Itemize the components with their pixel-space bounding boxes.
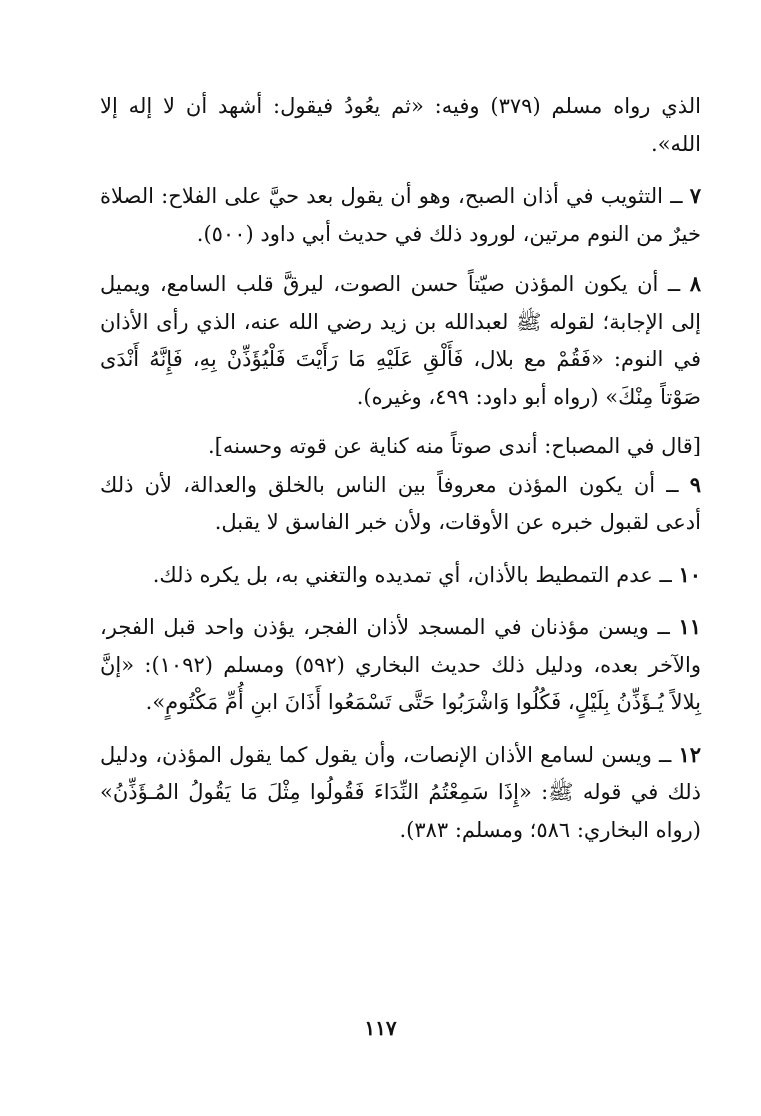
paragraph-text: ــ أن يكون المؤذن معروفاً بين الناس بالخلق والعدالة، لأن ذلك أدعى لقبول خبره عن الأوقات، ولأن خبر الفاسق لا يقبل. (100, 472, 701, 534)
paragraph-text: ــ أن يكون المؤذن صيّتاً حسن الصوت، ليرقَّ قلب السامع، ويميل إلى الإجابة؛ لقوله ﷺ لعبدالله بن زيد رضي الله عنه، الذي رأى الأذان في النوم: «فَقُمْ مع بلال، فَأَلْقِ عَلَيْهِ مَا رَأَيْتَ فَلْيُؤَذِّنْ بِهِ، فَإِنَّهُ أَنْدَى صَوْتاً مِنْكَ» (رواه أبو داود: ٤٩٩، وغيره). (100, 272, 701, 409)
paragraph-number: ١٠ (678, 561, 701, 587)
paragraph-10 (100, 556, 701, 595)
paragraph-number: ٩ (689, 471, 701, 497)
paragraph-bracket-note (100, 428, 701, 466)
paragraph-text: ــ التثويب في أذان الصبح، وهو أن يقول بعد حيَّ على الفلاح: الصلاة خيرٌ من النوم مرتين، لورود ذلك في حديث أبي داود (٥٠٠). (100, 184, 701, 246)
paragraph-number: ٧ (689, 183, 701, 208)
paragraph-number: ١١ (678, 614, 701, 639)
paragraph-number: ٨ (689, 271, 701, 296)
page-body (100, 88, 701, 849)
paragraph-text: ــ ويسن مؤذنان في المسجد لأذان الفجر، يؤذن واحد قبل الفجر، والآخر بعده، ودليل ذلك حديث البخاري (٥٩٢) ومسلم (١٠٩٢): «إنَّ بِلالاً يُـؤَذِّنُ بِلَيْلٍ، فَكُلُوا وَاشْرَبُوا حَتَّى تَسْمَعُوا أَذَانَ ابنِ أُمِّ مَكْتُومٍ». (100, 615, 701, 714)
paragraph-continuation (100, 88, 701, 163)
paragraph-text: ــ ويسن لسامع الأذان الإنصات، وأن يقول كما يقول المؤذن، ودليل ذلك في قوله ﷺ: «إِذَا سَمِعْتُمُ النِّدَاءَ فَقُولُوا مِثْلَ مَا يَقُولُ المُـؤَذِّنُ» (رواه البخاري: ٥٨٦؛ ومسلم: ٣٨٣). (100, 742, 701, 842)
paragraph-text: [قال في المصباح: أندى صوتاً منه كناية عن قوته وحسنه]. (207, 434, 701, 458)
paragraph-8 (100, 265, 701, 416)
paragraph-11 (100, 608, 701, 722)
paragraph-number: ١٢ (678, 741, 701, 767)
paragraph-text: الذي رواه مسلم (٣٧٩) وفيه: «ثم يعُودُ فيقول: أشهد أن لا إله إلا الله». (100, 94, 701, 156)
page-number: ١١٧ (364, 1016, 397, 1040)
paragraph-7 (100, 177, 701, 253)
paragraph-9 (100, 466, 701, 542)
paragraph-12 (100, 736, 701, 850)
paragraph-text: ــ عدم التمطيط بالأذان، أي تمديده والتغني به، بل يكره ذلك. (152, 562, 679, 587)
